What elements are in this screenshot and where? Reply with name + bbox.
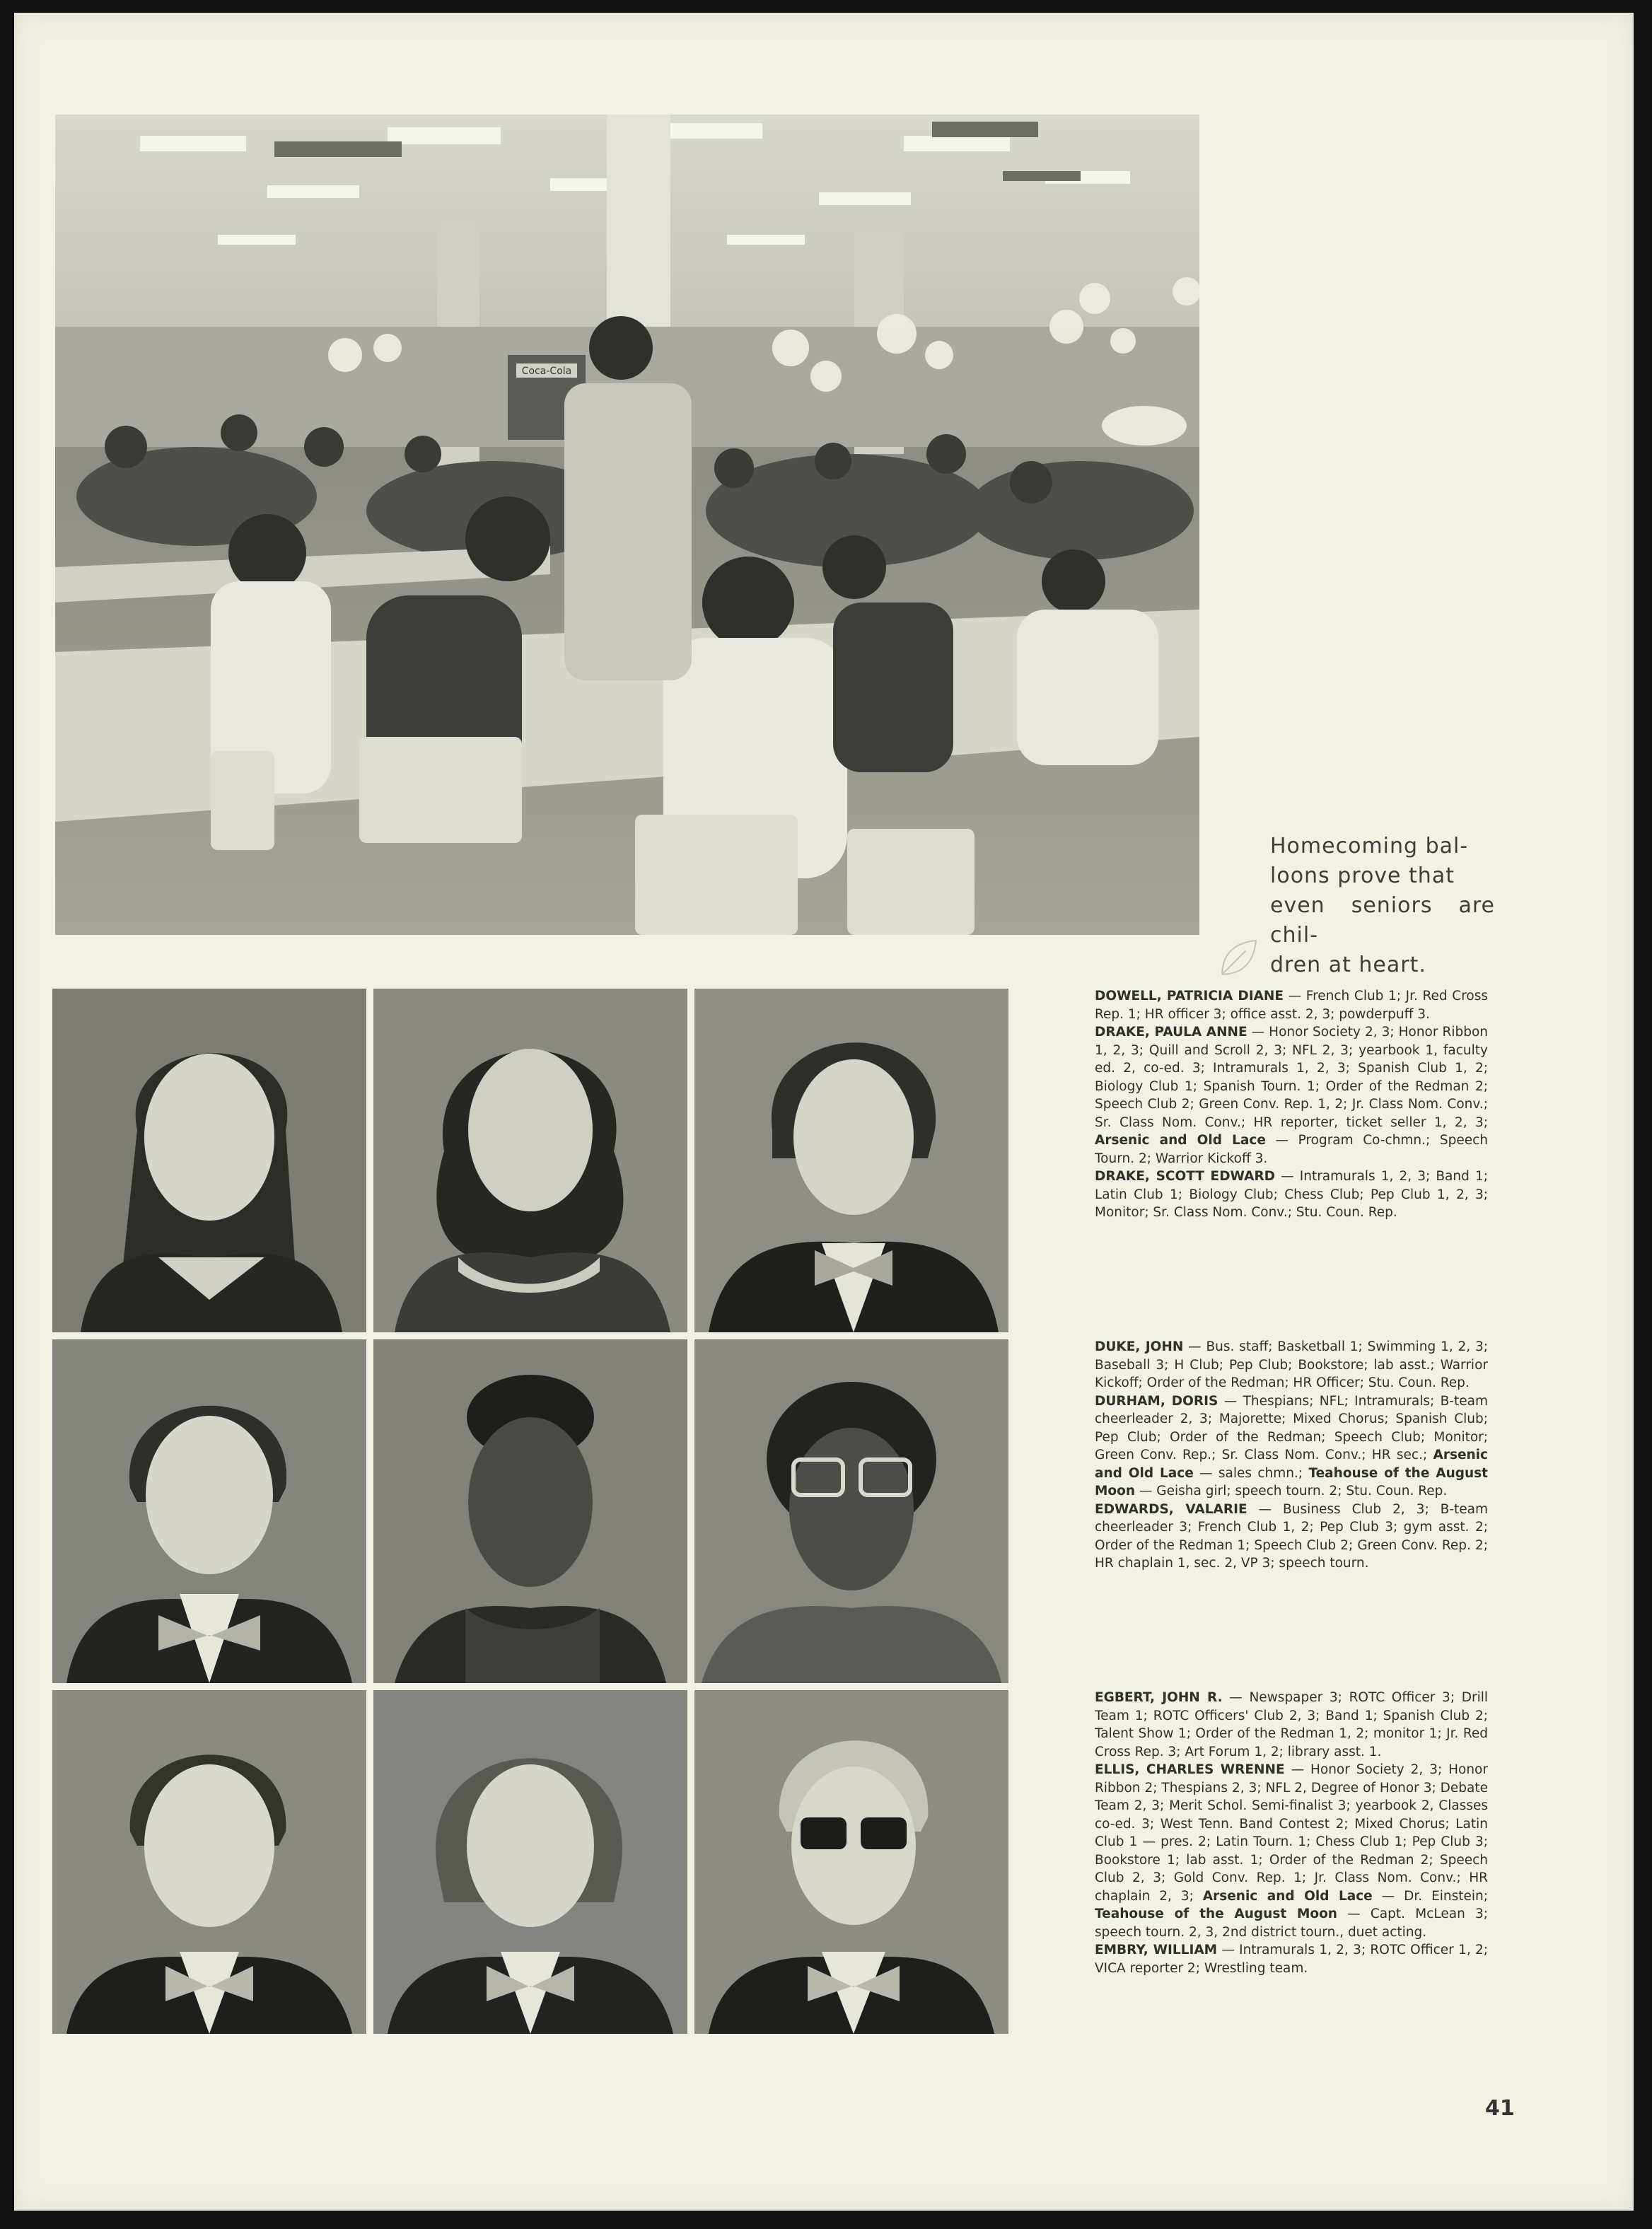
bio-text: — Intramurals 1, 2, 3; Band 1; Latin Club 1; Biology Club; Chess Club; Pep Club 1, 2, 3; Monitor; Sr. Class Nom. Conv.; Stu. Coun. Rep. <box>1095 1169 1488 1220</box>
bio-text: — Program Co-chmn.; Speech Tourn. 2; Warrior Kickoff 3. <box>1095 1133 1488 1166</box>
bio-name: EGBERT, JOHN R. <box>1095 1690 1223 1705</box>
bio-name: EMBRY, WILLIAM <box>1095 1943 1218 1957</box>
page-number: 41 <box>1485 2096 1515 2121</box>
bio-name: DRAKE, SCOTT EDWARD <box>1095 1169 1276 1184</box>
portrait-drake-scott <box>694 989 1008 1332</box>
bio-play-title: Teahouse of the August Moon <box>1095 1465 1489 1498</box>
portrait-dowell <box>52 989 366 1332</box>
bio-text: — sales chmn.; <box>1193 1465 1309 1481</box>
bio-name: EDWARDS, VALARIE <box>1095 1501 1247 1517</box>
bio-entry <box>1095 1023 1488 1168</box>
caption-line-4: dren at heart. <box>1270 953 1426 977</box>
bio-text: — Honor Society 2, 3; Honor Ribbon 1, 2, 3; Quill and Scroll 2, 3; NFL 2, 3; yearbook 1, faculty ed. 2, co-ed. 3; Intramurals 1, 2, 3; Spanish Club 1, 2; Biology Club 1; Spanish Tourn. 1; Order of the Redman 2; Speech Club 2; Green Conv. Rep. 1, 2; Jr. Class Nom. Conv.; Sr. Class Nom. Conv.; HR reporter, ticket seller 1, 2, 3; <box>1095 1025 1488 1130</box>
bio-entry <box>1095 1338 1488 1392</box>
portrait-embry <box>694 1690 1008 2034</box>
portrait-duke <box>52 1339 366 1683</box>
bio-entry <box>1095 1392 1488 1501</box>
bio-entry <box>1095 1941 1488 1977</box>
coca-cola-sign: Coca-Cola <box>521 366 572 377</box>
caption-line-1: Homecoming bal- <box>1270 834 1469 859</box>
bio-entry <box>1095 1501 1488 1573</box>
yearbook-page <box>14 13 1634 2211</box>
bio-play-title: Arsenic and Old Lace <box>1095 1133 1266 1148</box>
cafeteria-photo <box>55 115 1199 935</box>
leaf-icon <box>1216 936 1260 980</box>
bio-entry <box>1095 1689 1488 1761</box>
bio-name: DRAKE, PAULA ANNE <box>1095 1025 1247 1040</box>
bio-text: — Dr. Einstein; <box>1372 1888 1488 1904</box>
bio-name: DURHAM, DORIS <box>1095 1393 1218 1409</box>
bio-block-row-3 <box>1095 1689 1488 1977</box>
bio-name: ELLIS, CHARLES WRENNE <box>1095 1762 1285 1777</box>
bio-entry <box>1095 1761 1488 1941</box>
portrait-edwards <box>694 1339 1008 1683</box>
portrait-drake-paula <box>373 989 687 1332</box>
bio-play-title: Arsenic and Old Lace <box>1095 1448 1488 1481</box>
caption-line-2: loons prove that <box>1270 863 1455 888</box>
bio-name: DOWELL, PATRICIA DIANE <box>1095 989 1284 1003</box>
bio-text: — Bus. staff; Basketball 1; Swimming 1, 2, 3; Baseball 3; H Club; Pep Club; Bookstore; lab asst.; Warrior Kickoff; Order of the Redman; HR Officer; Stu. Coun. Rep. <box>1095 1339 1488 1390</box>
bio-play-title: Teahouse of the August Moon <box>1095 1907 1337 1921</box>
bio-text: — Business Club 2, 3; B-team cheerleader 3; French Club 1, 2; Pep Club 3; gym asst. 2; Order of the Redman 1; Speech Club 2; Green Conv. Rep. 2; HR chaplain 1, sec. 2, VP 3; speech tourn. <box>1095 1501 1488 1571</box>
bio-block-row-1 <box>1095 987 1488 1222</box>
bio-name: DUKE, JOHN <box>1095 1339 1184 1354</box>
caption-line-3: even seniors are chil- <box>1270 893 1495 948</box>
bio-entry <box>1095 987 1488 1023</box>
bio-text: — Geisha girl; speech tourn. 2; Stu. Coun. Rep. <box>1135 1484 1448 1498</box>
bio-entry <box>1095 1168 1488 1222</box>
bio-play-title: Arsenic and Old Lace <box>1202 1888 1373 1904</box>
portrait-egbert <box>52 1690 366 2034</box>
bio-text: — Honor Society 2, 3; Honor Ribbon 2; Thespians 2, 3; NFL 2, Degree of Honor 3; Debate Team 2, 3; Merit Schol. Semi-finalist 3; yearbook 2, Classes co-ed. 3; West Tenn. Band Contest 2; Mixed Chorus; Latin Club 1 — pres. 2; Latin Tourn. 1; Chess Club 1; Pep Club 3; Bookstore 1; lab asst. 1; Order of the Redman 2; Speech Club 2, 3; Gold Conv. Rep. 1; Jr. Class Nom. Conv.; HR chaplain 2, 3; <box>1095 1762 1488 1904</box>
photo-caption <box>1270 832 1495 980</box>
bio-text: — Newspaper 3; ROTC Officer 3; Drill Team 1; ROTC Officers' Club 2, 3; Band 1; Spanish Club 2; Talent Show 1; Order of the Redman 1, 2; monitor 1; Jr. Red Cross Rep. 3; Art Forum 1, 2; library asst. 1. <box>1095 1690 1488 1759</box>
portrait-durham <box>373 1339 687 1683</box>
portrait-ellis <box>373 1690 687 2034</box>
bio-text: — Intramurals 1, 2, 3; ROTC Officer 1, 2; VICA reporter 2; Wrestling team. <box>1095 1943 1488 1976</box>
bio-text: — French Club 1; Jr. Red Cross Rep. 1; HR officer 3; office asst. 2, 3; powderpuff 3. <box>1095 989 1489 1022</box>
bio-text: — Thespians; NFL; Intramurals; B-team cheerleader 2, 3; Majorette; Mixed Chorus; Spanish Club; Pep Club; Order of the Redman; Speech Club; Monitor; Green Conv. Rep.; Sr. Class Nom. Conv.; HR sec.; <box>1095 1393 1488 1462</box>
bio-block-row-2 <box>1095 1338 1488 1573</box>
bio-text: — Capt. McLean 3; speech tourn. 2, 3, 2nd district tourn., duet acting. <box>1095 1907 1489 1940</box>
